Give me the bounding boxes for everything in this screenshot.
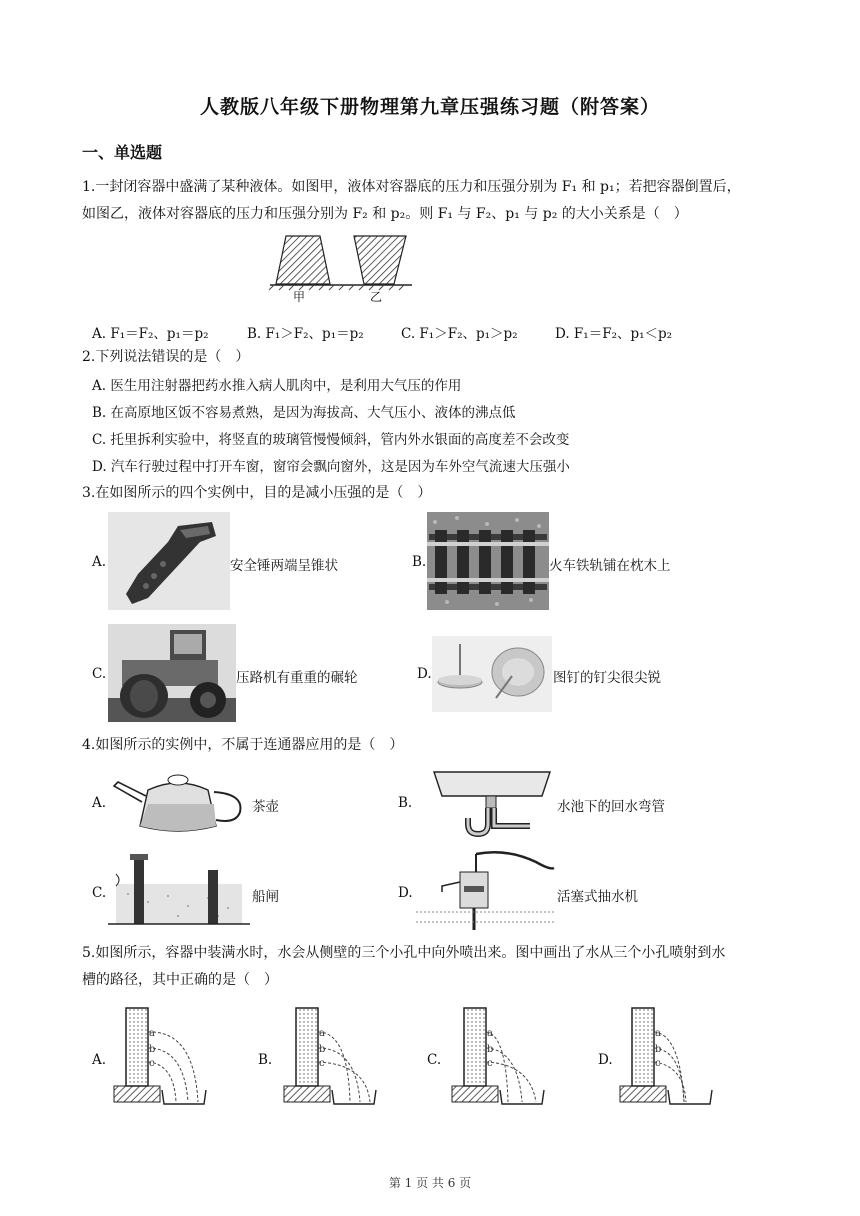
q4-text-b: 水池下的回水弯管: [557, 799, 665, 815]
question-2-stem: 2.下列说法错误的是（ ）: [82, 349, 250, 365]
svg-text:b: b: [655, 1044, 662, 1055]
container-figure: [268, 232, 413, 304]
figure-label-yi: 乙: [370, 290, 383, 304]
svg-text:c: c: [655, 1058, 661, 1069]
q2-option-a: A. 医生用注射器把药水推入病人肌肉中，是利用大气压的作用: [92, 378, 462, 394]
water-jet-figure-c: [446, 1004, 546, 1112]
page-title: 人教版八年级下册物理第九章压强练习题（附答案）: [199, 96, 660, 118]
svg-text:a: a: [319, 1028, 325, 1039]
q2-option-d: D. 汽车行驶过程中打开车窗，窗帘会飘向窗外，这是因为车外空气流速大压强小: [92, 459, 570, 475]
q5-letter-b: B.: [258, 1052, 273, 1068]
piston-pump-image: [416, 848, 556, 932]
svg-text:c: c: [487, 1058, 493, 1069]
q1-option-b: B. F₁＞F₂、p₁＝p₂: [247, 326, 364, 342]
ship-lock-image: [108, 850, 250, 930]
question-1-line2: 如图乙，液体对容器底的压力和压强分别为 F₂ 和 p₂。则 F₁ 与 F₂、p₁ 与 p₂ 的大小关系是（ ）: [82, 206, 688, 222]
container-inverted: [354, 236, 406, 284]
figure-label-jia: 甲: [293, 290, 306, 304]
q4-letter-c: C.: [92, 885, 107, 901]
q4-text-d: 活塞式抽水机: [557, 889, 638, 905]
svg-text:a: a: [487, 1028, 493, 1039]
svg-text:c: c: [149, 1058, 155, 1069]
q3-letter-d: D.: [417, 666, 432, 682]
question-5: [82, 940, 782, 994]
question-1: [82, 174, 782, 228]
q4-text-c: 船闸: [252, 889, 279, 905]
q4-letter-b: B.: [398, 795, 413, 811]
q4-letter-d: D.: [398, 885, 413, 901]
svg-text:b: b: [319, 1044, 326, 1055]
svg-text:b: b: [149, 1044, 156, 1055]
question-5-line1: 5.如图所示，容器中装满水时，水会从侧壁的三个小孔中向外喷出来。图中画出了水从三个小孔喷射到水: [82, 945, 726, 961]
q3-text-a: 安全锤两端呈锥状: [230, 558, 338, 574]
railway-track-image: [427, 512, 549, 610]
page-footer: 第 1 页 共 6 页: [388, 1176, 472, 1190]
question-5-line2: 槽的路径，其中正确的是（ ）: [82, 972, 278, 988]
svg-text:b: b: [487, 1044, 494, 1055]
q5-letter-c: C.: [427, 1052, 442, 1068]
svg-text:a: a: [655, 1028, 661, 1039]
section-heading: 一、单选题: [82, 143, 163, 162]
question-4-stem: 4.如图所示的实例中，不属于连通器应用的是（ ）: [82, 737, 404, 753]
q2-option-c: C. 托里拆利实验中，将竖直的玻璃管慢慢倾斜，管内外水银面的高度差不会改变: [92, 432, 570, 448]
q2-option-b: B. 在高原地区饭不容易煮熟，是因为海拔高、大气压小、液体的沸点低: [92, 405, 516, 421]
q3-letter-b: B.: [412, 554, 427, 570]
water-jet-figure-d: [614, 1004, 714, 1112]
q4-text-a: 茶壶: [252, 799, 279, 815]
svg-text:c: c: [319, 1058, 325, 1069]
q5-letter-a: A.: [92, 1052, 107, 1068]
water-jet-figure-a: [108, 1004, 208, 1112]
q1-option-a: A. F₁＝F₂、p₁＝p₂: [92, 326, 209, 342]
container-upright: [276, 236, 330, 284]
safety-hammer-image: [108, 512, 230, 610]
water-jet-figure-b: [278, 1004, 378, 1112]
q1-option-c: C. F₁＞F₂、p₁＞p₂: [401, 326, 518, 342]
thumbtack-image: [432, 636, 552, 712]
sink-trap-image: [430, 768, 554, 838]
teapot-image: [108, 768, 250, 836]
road-roller-image: [108, 624, 236, 722]
q3-letter-a: A.: [92, 554, 107, 570]
question-3-stem: 3.在如图所示的四个实例中，目的是减小压强的是（ ）: [82, 485, 432, 501]
q3-text-c: 压路机有重重的碾轮: [236, 670, 358, 686]
q3-text-b: 火车铁轨铺在枕木上: [549, 558, 671, 574]
question-1-line1: 1.一封闭容器中盛满了某种液体。如图甲，液体对容器底的压力和压强分别为 F₁ 和 p₁；若把容器倒置后，: [82, 179, 741, 195]
q4-letter-a: A.: [92, 795, 107, 811]
q1-option-d: D. F₁＝F₂、p₁＜p₂: [555, 326, 673, 342]
q3-text-d: 图钉的钉尖很尖锐: [553, 670, 661, 686]
q3-letter-c: C.: [92, 666, 107, 682]
q5-letter-d: D.: [598, 1052, 613, 1068]
svg-text:a: a: [149, 1028, 155, 1039]
